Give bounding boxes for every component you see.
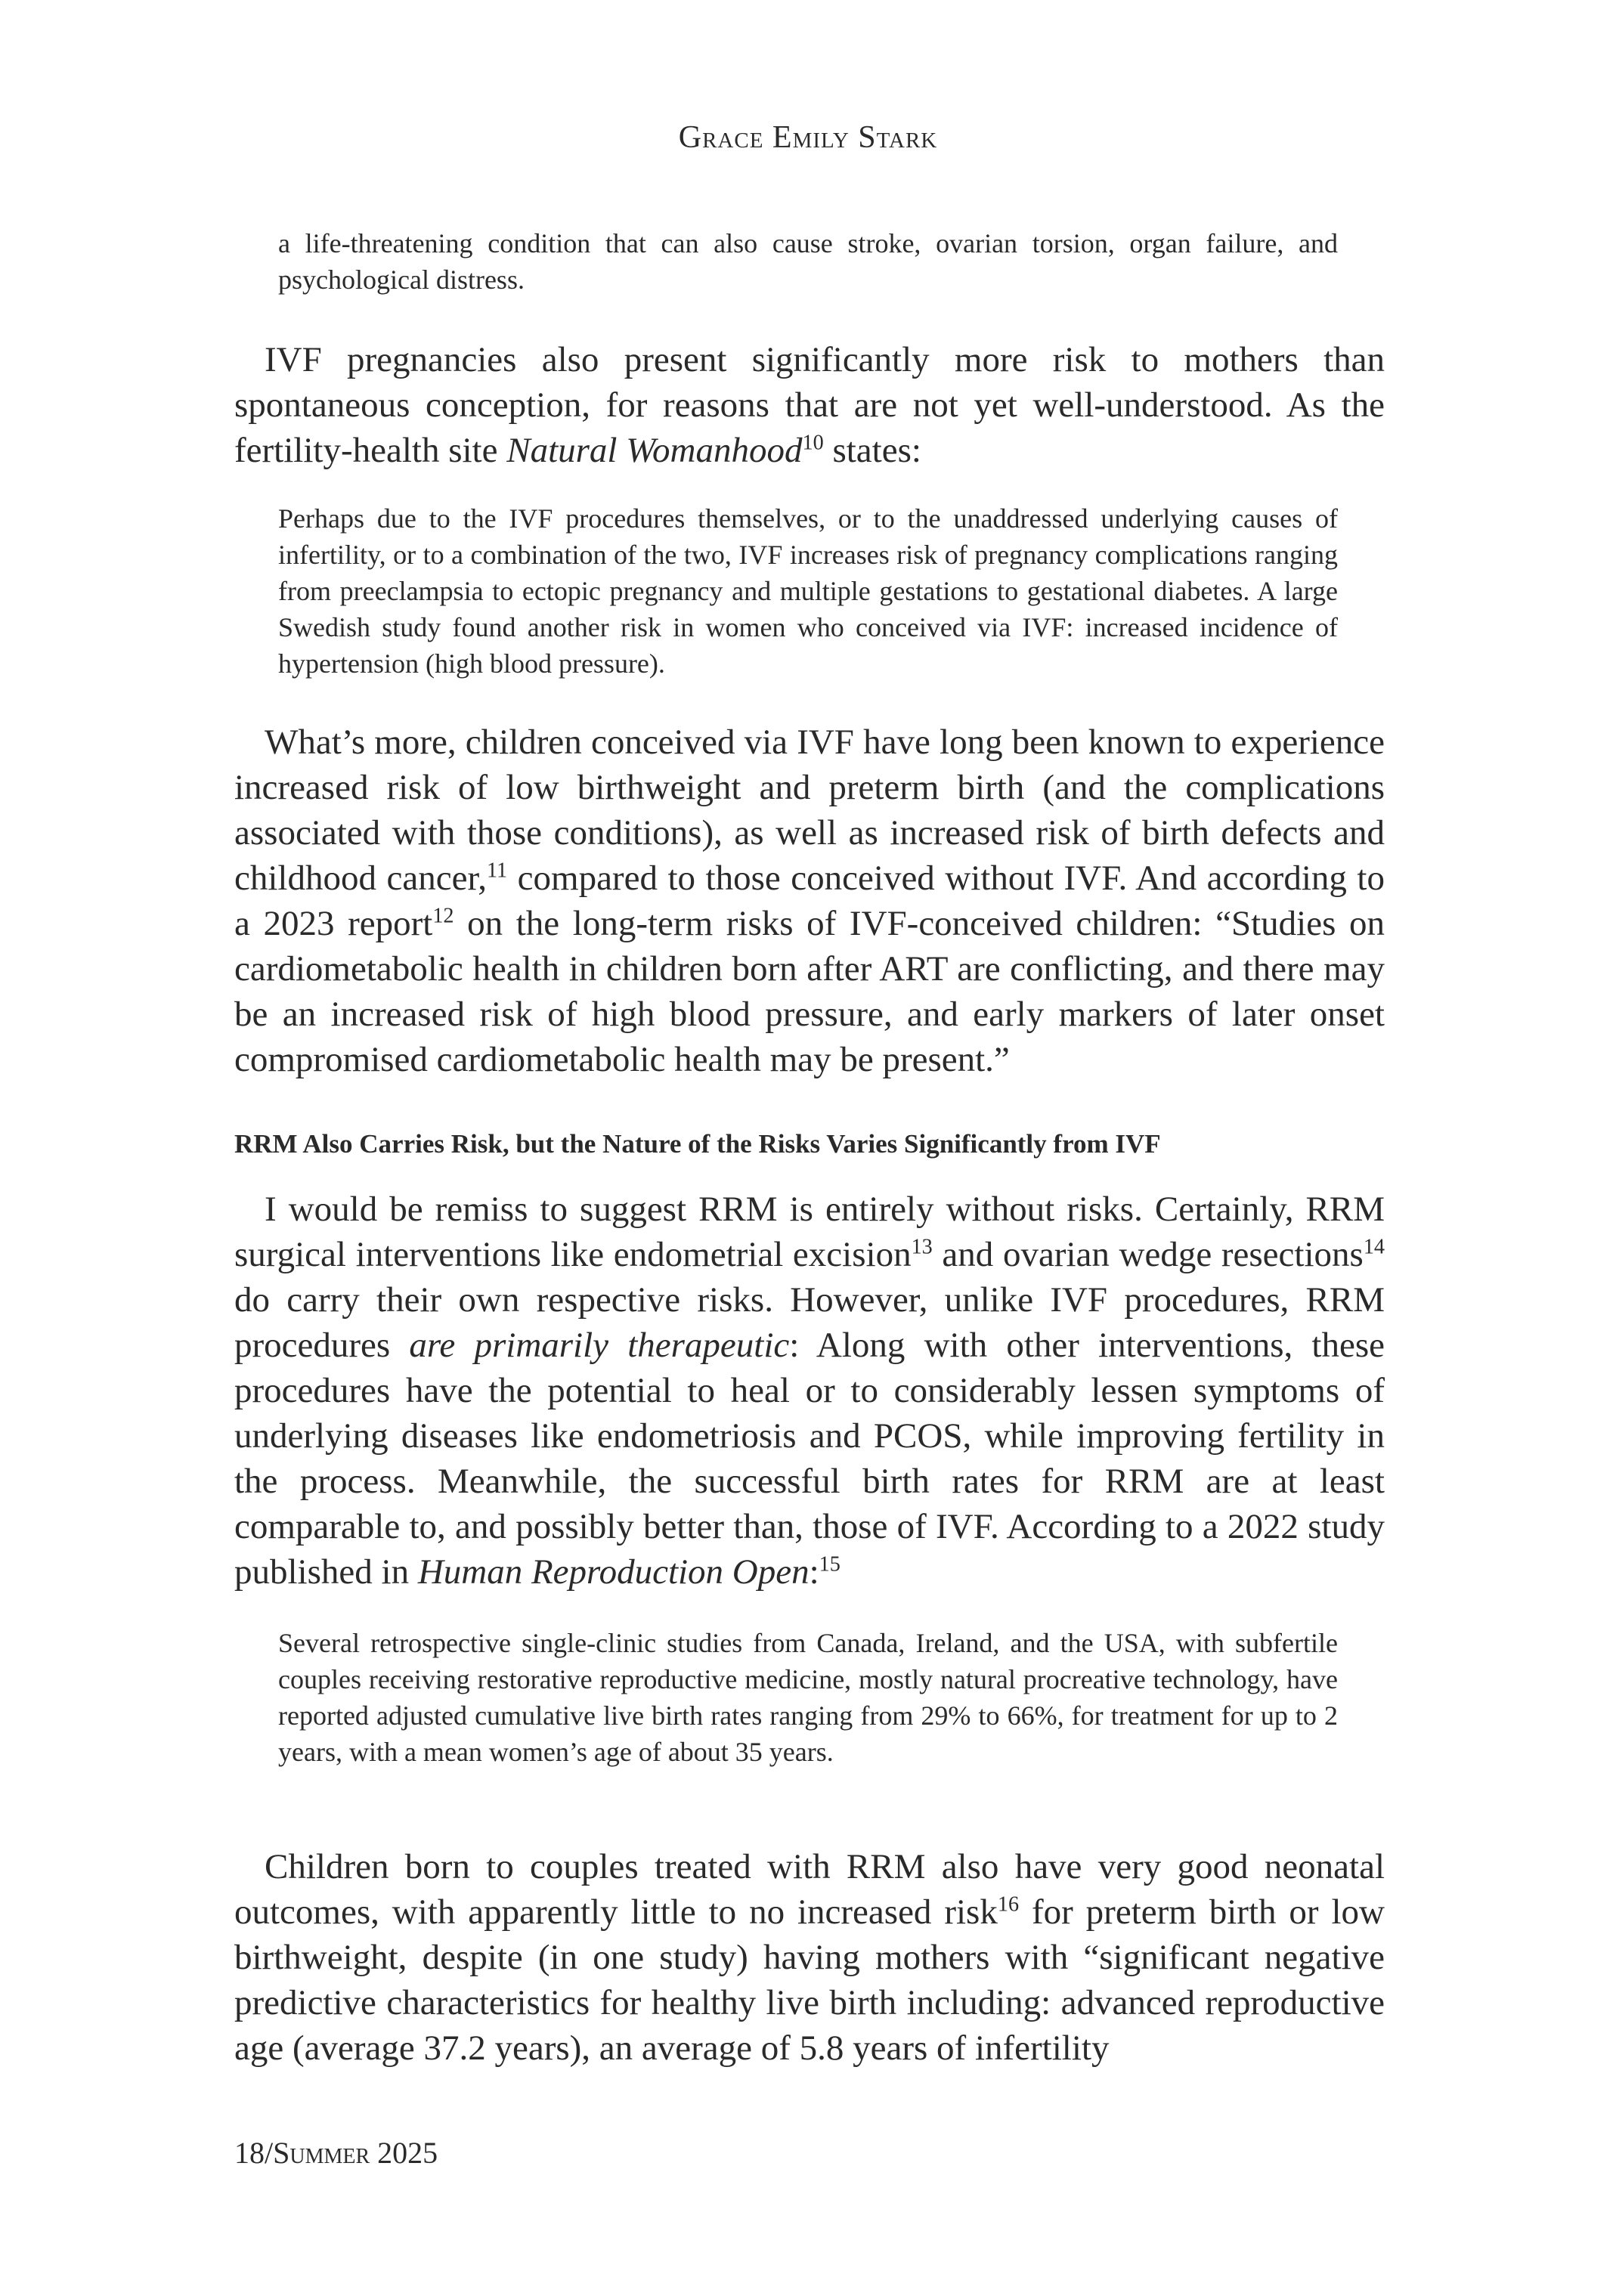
- footnote-ref-11: 11: [486, 859, 508, 883]
- paragraph-children-ivf: [234, 719, 1385, 1082]
- footnote-ref-16: 16: [997, 1892, 1020, 1917]
- footnote-ref-14: 14: [1363, 1235, 1385, 1259]
- p3-text-a: I would be remiss to suggest RRM is entirely without risks. Certainly, RRM surgical interventions like endometrial excision: [234, 1190, 1385, 1274]
- p3-journal-title: Human Reproduction Open: [417, 1552, 810, 1592]
- paragraph-ivf-pregnancies: [234, 337, 1385, 473]
- footnote-ref-10: 10: [802, 431, 824, 455]
- footnote-ref-15: 15: [819, 1552, 841, 1577]
- p1-text-b: states:: [823, 431, 921, 470]
- footer-year: 2025: [370, 2136, 438, 2170]
- p4-text-b: for preterm birth or low birthweight, despite (in one study) having mothers with “significant negative predictive characteristics for healthy live birth including: advanced reproductive age (average 37.2 years), an average of 5.8 years of infertility: [234, 1892, 1385, 2068]
- footer-issue: Summer: [273, 2136, 370, 2170]
- p1-publication-title: Natural Womanhood: [506, 431, 803, 470]
- footer-page-number: 18/: [234, 2136, 274, 2170]
- section-heading: RRM Also Carries Risk, but the Nature of the Risks Varies Significantly from IVF: [234, 1129, 1161, 1159]
- p2-text-b: compared to those conceived without IVF. And according to a 2023 report: [234, 859, 1385, 943]
- p4-text-a: Children born to couples treated with RRM also have very good neonatal outcomes, with apparently little to no increased risk: [234, 1847, 1385, 1932]
- p3-text-d: : Along with other interventions, these procedures have the potential to heal or to considerably lessen symptoms of underlying diseases like endometriosis and PCOS, while improving fertility in the process. Meanwhile, the successful birth rates for RRM are at least comparable to, and possibly better than, those of IVF. According to a 2022 study published in: [234, 1326, 1385, 1592]
- p1-text-a: IVF pregnancies also present significantly more risk to mothers than spontaneous conception, for reasons that are not yet well-understood. As the fertility-health site: [234, 340, 1385, 470]
- paragraph-neonatal-outcomes: [234, 1844, 1385, 2071]
- paragraph-rrm-risks: [234, 1187, 1385, 1595]
- block-quote-top: a life-threatening condition that can also cause stroke, ovarian torsion, organ failure, and psychological distress.: [278, 228, 1338, 295]
- footnote-ref-13: 13: [911, 1235, 933, 1259]
- p2-text-a: What’s more, children conceived via IVF have long been known to experience increased risk of low birthweight and preterm birth (and the complications associated with those conditions), as well as increased risk of birth defects and childhood cancer,: [234, 723, 1385, 898]
- p3-text-e: :: [809, 1552, 819, 1592]
- p3-text-b: and ovarian wedge resections: [932, 1235, 1364, 1274]
- p2-text-c: on the long-term risks of IVF-conceived children: “Studies on cardiometabolic health in children born after ART are conflicting, and there may be an increased risk of high blood pressure, and early markers of later onset compromised cardiometabolic health may be present.”: [234, 904, 1385, 1079]
- page-footer: [234, 2135, 438, 2171]
- block-quote-hro-study: Several retrospective single-clinic studies from Canada, Ireland, and the USA, with subfertile couples receiving restorative reproductive medicine, mostly natural procreative technology, have reported adjusted cumulative live birth rates ranging from 29% to 66%, for treatment for up to 2 years, with a mean women’s age of about 35 years.: [278, 1628, 1338, 1767]
- block-quote-natural-womanhood: Perhaps due to the IVF procedures themselves, or to the unaddressed underlying causes of infertility, or to a combination of the two, IVF increases risk of pregnancy complications ranging from preeclampsia to ectopic pregnancy and multiple gestations to gestational diabetes. A large Swedish study found another risk in women who conceived via IVF: increased incidence of hypertension (high blood pressure).: [278, 503, 1338, 679]
- running-head: Grace Emily Stark: [678, 120, 938, 155]
- p3-text-c: do carry their own respective risks. However, unlike IVF procedures, RRM procedures: [234, 1280, 1385, 1365]
- p3-emphasis-therapeutic: are primarily therapeutic: [409, 1326, 790, 1365]
- footnote-ref-12: 12: [432, 904, 454, 928]
